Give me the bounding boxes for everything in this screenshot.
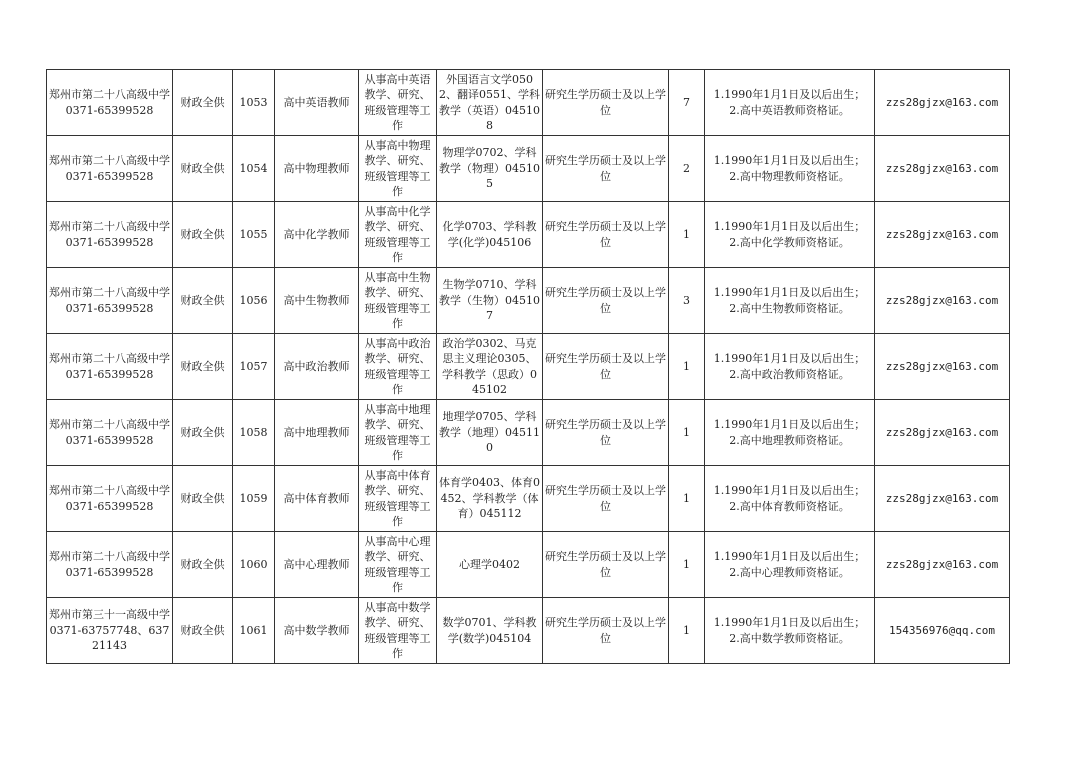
position-name: 高中政治教师 bbox=[283, 359, 350, 373]
funding-cell bbox=[173, 202, 233, 268]
email-cell bbox=[875, 532, 1010, 598]
unit-name: 郑州市第二十八高级中学 bbox=[49, 352, 170, 365]
table-row bbox=[47, 334, 1010, 400]
education-requirement: 研究生学历硕士及以上学位 bbox=[545, 220, 666, 249]
duties-cell bbox=[359, 202, 437, 268]
hiring-count: 1 bbox=[683, 623, 690, 637]
major-cell bbox=[437, 202, 543, 268]
major-cell bbox=[437, 598, 543, 664]
education-requirement: 研究生学历硕士及以上学位 bbox=[545, 154, 666, 183]
hiring-count: 1 bbox=[683, 425, 690, 439]
position-code: 1053 bbox=[239, 95, 268, 109]
requirement-1: 1.1990年1月1日及以后出生； bbox=[713, 418, 866, 431]
unit-phone: 0371-65399528 bbox=[65, 301, 154, 315]
position-cell bbox=[275, 466, 359, 532]
unit-cell bbox=[47, 334, 173, 400]
position-code: 1061 bbox=[239, 623, 268, 637]
count-cell bbox=[669, 268, 705, 334]
code-cell bbox=[233, 70, 275, 136]
major-cell bbox=[437, 268, 543, 334]
code-cell bbox=[233, 268, 275, 334]
funding-type: 财政全供 bbox=[180, 425, 225, 439]
unit-name: 郑州市第二十八高级中学 bbox=[49, 220, 170, 233]
table-row bbox=[47, 598, 1010, 664]
requirement-2: 2.高中英语教师资格证。 bbox=[729, 103, 850, 117]
requirement-1: 1.1990年1月1日及以后出生； bbox=[713, 220, 866, 233]
position-duties: 从事高中地理教学、研究、班级管理等工作 bbox=[364, 402, 431, 462]
requirements-cell bbox=[705, 400, 875, 466]
email-cell bbox=[875, 400, 1010, 466]
code-cell bbox=[233, 400, 275, 466]
hiring-count: 3 bbox=[683, 293, 690, 307]
education-requirement: 研究生学历硕士及以上学位 bbox=[545, 286, 666, 315]
requirement-2: 2.高中体育教师资格证。 bbox=[729, 499, 850, 513]
position-duties: 从事高中物理教学、研究、班级管理等工作 bbox=[364, 138, 431, 198]
unit-phone: 0371-65399528 bbox=[65, 367, 154, 381]
email-cell bbox=[875, 136, 1010, 202]
email-cell bbox=[875, 466, 1010, 532]
duties-cell bbox=[359, 334, 437, 400]
requirements-cell bbox=[705, 268, 875, 334]
funding-cell bbox=[173, 400, 233, 466]
duties-cell bbox=[359, 532, 437, 598]
major-requirement: 心理学0402 bbox=[459, 557, 520, 571]
table-row bbox=[47, 400, 1010, 466]
requirement-1: 1.1990年1月1日及以后出生； bbox=[713, 616, 866, 629]
education-cell bbox=[543, 334, 669, 400]
duties-cell bbox=[359, 70, 437, 136]
table-row bbox=[47, 70, 1010, 136]
unit-name: 郑州市第二十八高级中学 bbox=[49, 88, 170, 101]
duties-cell bbox=[359, 400, 437, 466]
count-cell bbox=[669, 202, 705, 268]
contact-email: 154356976@qq.com bbox=[889, 623, 995, 637]
funding-cell bbox=[173, 268, 233, 334]
education-cell bbox=[543, 400, 669, 466]
position-name: 高中地理教师 bbox=[283, 425, 350, 439]
duties-cell bbox=[359, 466, 437, 532]
education-requirement: 研究生学历硕士及以上学位 bbox=[545, 418, 666, 447]
education-requirement: 研究生学历硕士及以上学位 bbox=[545, 484, 666, 513]
unit-phone: 0371-63757748、63721143 bbox=[49, 623, 170, 653]
unit-name: 郑州市第二十八高级中学 bbox=[49, 418, 170, 431]
major-requirement: 地理学0705、学科教学（地理）045110 bbox=[439, 410, 540, 455]
code-cell bbox=[233, 466, 275, 532]
major-requirement: 化学0703、学科教学(化学)045106 bbox=[442, 220, 537, 249]
requirement-2: 2.高中政治教师资格证。 bbox=[729, 367, 850, 381]
major-cell bbox=[437, 532, 543, 598]
education-cell bbox=[543, 136, 669, 202]
code-cell bbox=[233, 136, 275, 202]
funding-cell bbox=[173, 466, 233, 532]
position-name: 高中数学教师 bbox=[283, 623, 350, 637]
position-duties: 从事高中生物教学、研究、班级管理等工作 bbox=[364, 270, 431, 330]
email-cell bbox=[875, 268, 1010, 334]
funding-type: 财政全供 bbox=[180, 293, 225, 307]
unit-cell bbox=[47, 400, 173, 466]
funding-cell bbox=[173, 70, 233, 136]
requirements-cell bbox=[705, 334, 875, 400]
position-cell bbox=[275, 532, 359, 598]
hiring-count: 7 bbox=[683, 95, 690, 109]
unit-cell bbox=[47, 268, 173, 334]
code-cell bbox=[233, 598, 275, 664]
position-name: 高中生物教师 bbox=[283, 293, 350, 307]
position-code: 1057 bbox=[239, 359, 268, 373]
major-cell bbox=[437, 136, 543, 202]
position-duties: 从事高中体育教学、研究、班级管理等工作 bbox=[364, 468, 431, 528]
requirement-1: 1.1990年1月1日及以后出生； bbox=[713, 154, 866, 167]
position-code: 1056 bbox=[239, 293, 268, 307]
unit-phone: 0371-65399528 bbox=[65, 235, 154, 249]
unit-cell bbox=[47, 202, 173, 268]
hiring-count: 1 bbox=[683, 359, 690, 373]
major-requirement: 体育学0403、体育0452、学科教学（体育）045112 bbox=[439, 476, 540, 521]
hiring-count: 1 bbox=[683, 557, 690, 571]
position-code: 1058 bbox=[239, 425, 268, 439]
count-cell bbox=[669, 70, 705, 136]
requirements-cell bbox=[705, 598, 875, 664]
unit-phone: 0371-65399528 bbox=[65, 433, 154, 447]
position-cell bbox=[275, 334, 359, 400]
education-cell bbox=[543, 268, 669, 334]
requirements-cell bbox=[705, 532, 875, 598]
unit-name: 郑州市第二十八高级中学 bbox=[49, 484, 170, 497]
position-cell bbox=[275, 268, 359, 334]
unit-name: 郑州市第二十八高级中学 bbox=[49, 286, 170, 299]
requirement-2: 2.高中化学教师资格证。 bbox=[729, 235, 850, 249]
position-duties: 从事高中化学教学、研究、班级管理等工作 bbox=[364, 204, 431, 264]
funding-type: 财政全供 bbox=[180, 623, 225, 637]
funding-cell bbox=[173, 136, 233, 202]
position-duties: 从事高中政治教学、研究、班级管理等工作 bbox=[364, 336, 431, 396]
unit-cell bbox=[47, 136, 173, 202]
requirement-2: 2.高中心理教师资格证。 bbox=[729, 565, 850, 579]
position-name: 高中体育教师 bbox=[283, 491, 350, 505]
funding-type: 财政全供 bbox=[180, 161, 225, 175]
requirements-cell bbox=[705, 202, 875, 268]
funding-cell bbox=[173, 532, 233, 598]
requirement-2: 2.高中物理教师资格证。 bbox=[729, 169, 850, 183]
count-cell bbox=[669, 400, 705, 466]
education-cell bbox=[543, 598, 669, 664]
contact-email: zzs28gjzx@163.com bbox=[885, 95, 999, 109]
education-cell bbox=[543, 202, 669, 268]
funding-cell bbox=[173, 598, 233, 664]
code-cell bbox=[233, 532, 275, 598]
count-cell bbox=[669, 532, 705, 598]
major-cell bbox=[437, 70, 543, 136]
requirement-1: 1.1990年1月1日及以后出生； bbox=[713, 550, 866, 563]
funding-type: 财政全供 bbox=[180, 95, 225, 109]
position-name: 高中化学教师 bbox=[283, 227, 350, 241]
education-requirement: 研究生学历硕士及以上学位 bbox=[545, 88, 666, 117]
funding-type: 财政全供 bbox=[180, 491, 225, 505]
position-cell bbox=[275, 598, 359, 664]
hiring-count: 1 bbox=[683, 227, 690, 241]
funding-type: 财政全供 bbox=[180, 227, 225, 241]
requirements-cell bbox=[705, 70, 875, 136]
requirement-1: 1.1990年1月1日及以后出生； bbox=[713, 88, 866, 101]
major-requirement: 外国语言文学0502、翻译0551、学科教学（英语）045108 bbox=[439, 72, 540, 132]
funding-cell bbox=[173, 334, 233, 400]
contact-email: zzs28gjzx@163.com bbox=[885, 425, 999, 439]
duties-cell bbox=[359, 598, 437, 664]
hiring-count: 2 bbox=[683, 161, 690, 175]
contact-email: zzs28gjzx@163.com bbox=[885, 491, 999, 505]
unit-name: 郑州市第三十一高级中学 bbox=[49, 608, 170, 622]
table-row bbox=[47, 532, 1010, 598]
hiring-count: 1 bbox=[683, 491, 690, 505]
unit-phone: 0371-65399528 bbox=[65, 499, 154, 513]
email-cell bbox=[875, 334, 1010, 400]
requirement-2: 2.高中数学教师资格证。 bbox=[729, 631, 850, 645]
requirement-2: 2.高中生物教师资格证。 bbox=[729, 301, 850, 315]
funding-type: 财政全供 bbox=[180, 359, 225, 373]
position-cell bbox=[275, 70, 359, 136]
unit-phone: 0371-65399528 bbox=[65, 103, 154, 117]
recruitment-table bbox=[46, 69, 1010, 664]
position-code: 1055 bbox=[239, 227, 268, 241]
position-duties: 从事高中数学教学、研究、班级管理等工作 bbox=[364, 600, 431, 660]
position-name: 高中物理教师 bbox=[283, 161, 350, 175]
count-cell bbox=[669, 334, 705, 400]
table-row bbox=[47, 466, 1010, 532]
count-cell bbox=[669, 466, 705, 532]
position-code: 1054 bbox=[239, 161, 268, 175]
position-code: 1060 bbox=[239, 557, 268, 571]
count-cell bbox=[669, 136, 705, 202]
major-requirement: 数学0701、学科教学(数学)045104 bbox=[442, 616, 537, 645]
requirement-2: 2.高中地理教师资格证。 bbox=[729, 433, 850, 447]
position-cell bbox=[275, 136, 359, 202]
contact-email: zzs28gjzx@163.com bbox=[885, 227, 999, 241]
unit-cell bbox=[47, 70, 173, 136]
requirement-1: 1.1990年1月1日及以后出生； bbox=[713, 352, 866, 365]
education-cell bbox=[543, 532, 669, 598]
email-cell bbox=[875, 202, 1010, 268]
position-code: 1059 bbox=[239, 491, 268, 505]
requirement-1: 1.1990年1月1日及以后出生； bbox=[713, 286, 866, 299]
duties-cell bbox=[359, 268, 437, 334]
education-requirement: 研究生学历硕士及以上学位 bbox=[545, 550, 666, 579]
unit-name: 郑州市第二十八高级中学 bbox=[49, 154, 170, 167]
email-cell bbox=[875, 70, 1010, 136]
contact-email: zzs28gjzx@163.com bbox=[885, 161, 999, 175]
contact-email: zzs28gjzx@163.com bbox=[885, 359, 999, 373]
requirements-cell bbox=[705, 136, 875, 202]
education-cell bbox=[543, 70, 669, 136]
position-cell bbox=[275, 400, 359, 466]
major-cell bbox=[437, 466, 543, 532]
contact-email: zzs28gjzx@163.com bbox=[885, 293, 999, 307]
requirement-1: 1.1990年1月1日及以后出生； bbox=[713, 484, 866, 497]
major-requirement: 生物学0710、学科教学（生物）045107 bbox=[439, 278, 540, 323]
table-row bbox=[47, 202, 1010, 268]
major-cell bbox=[437, 400, 543, 466]
major-requirement: 政治学0302、马克思主义理论0305、学科教学（思政）045102 bbox=[442, 336, 537, 396]
position-duties: 从事高中英语教学、研究、班级管理等工作 bbox=[364, 72, 431, 132]
table-row bbox=[47, 136, 1010, 202]
unit-name: 郑州市第二十八高级中学 bbox=[49, 550, 170, 563]
duties-cell bbox=[359, 136, 437, 202]
position-cell bbox=[275, 202, 359, 268]
position-name: 高中英语教师 bbox=[283, 95, 350, 109]
position-duties: 从事高中心理教学、研究、班级管理等工作 bbox=[364, 534, 431, 594]
table-row bbox=[47, 268, 1010, 334]
unit-cell bbox=[47, 598, 173, 664]
unit-cell bbox=[47, 532, 173, 598]
education-requirement: 研究生学历硕士及以上学位 bbox=[545, 352, 666, 381]
requirements-cell bbox=[705, 466, 875, 532]
count-cell bbox=[669, 598, 705, 664]
education-cell bbox=[543, 466, 669, 532]
email-cell bbox=[875, 598, 1010, 664]
unit-phone: 0371-65399528 bbox=[65, 169, 154, 183]
code-cell bbox=[233, 202, 275, 268]
unit-phone: 0371-65399528 bbox=[65, 565, 154, 579]
funding-type: 财政全供 bbox=[180, 557, 225, 571]
contact-email: zzs28gjzx@163.com bbox=[885, 557, 999, 571]
table-body bbox=[47, 70, 1010, 664]
major-cell bbox=[437, 334, 543, 400]
code-cell bbox=[233, 334, 275, 400]
major-requirement: 物理学0702、学科教学（物理）045105 bbox=[439, 146, 540, 191]
education-requirement: 研究生学历硕士及以上学位 bbox=[545, 616, 666, 645]
position-name: 高中心理教师 bbox=[283, 557, 350, 571]
unit-cell bbox=[47, 466, 173, 532]
